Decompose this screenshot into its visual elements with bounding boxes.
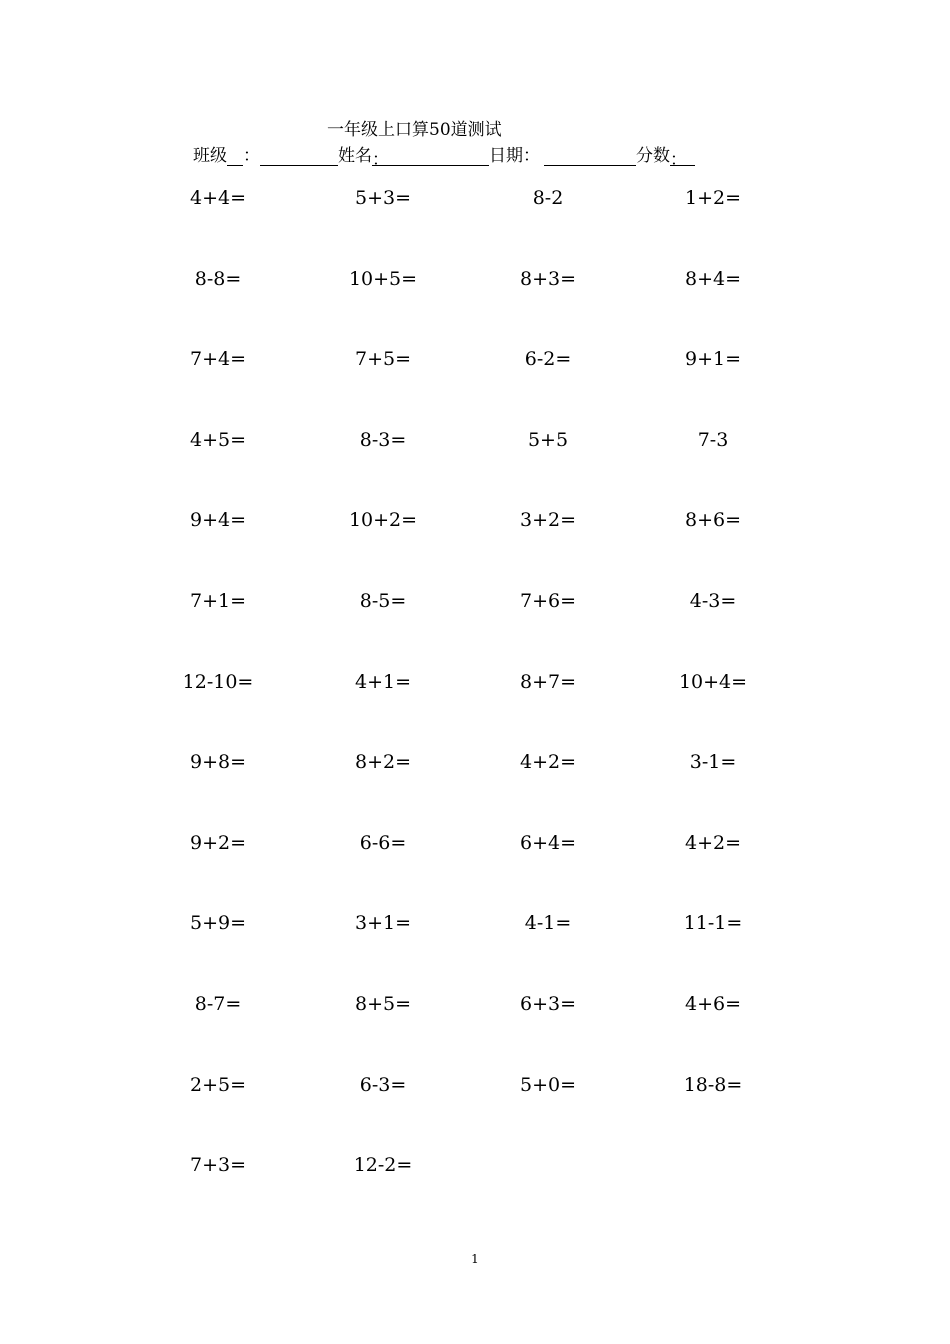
problem-item: 6-6=: [359, 831, 407, 854]
problem-item: 8+3=: [519, 267, 577, 290]
problem-item: 7+4=: [189, 348, 247, 371]
problem-item: 8+6=: [684, 509, 742, 532]
problem-item: 7+6=: [519, 590, 577, 612]
problem-item: 9+2=: [189, 831, 247, 854]
problem-item: 8+5=: [354, 993, 412, 1015]
problem-item: 4-1=: [524, 912, 572, 935]
problem-item: 9+1=: [684, 348, 742, 371]
problem-item: 8-8=: [194, 267, 242, 290]
score-label: 分数: [636, 146, 670, 166]
problem-item: 12-2=: [353, 1154, 413, 1177]
problem-item: 8+7=: [519, 670, 577, 693]
problem-item: 5+5: [527, 428, 569, 451]
problem-item: 9+4=: [189, 509, 247, 532]
problem-item: 4+5=: [189, 428, 247, 451]
problem-item: 8-5=: [359, 590, 407, 612]
problem-item: 8-2: [532, 187, 564, 209]
problem-item: 3-1=: [689, 751, 737, 774]
problem-item: 8-7=: [194, 993, 242, 1015]
problem-item: 10+5=: [348, 267, 418, 290]
problem-item: 9+8=: [189, 751, 247, 774]
page-title: 一年级上口算50道测试: [327, 120, 502, 140]
page-number: 1: [471, 1252, 479, 1266]
problem-item: 7+1=: [189, 590, 247, 612]
problem-item: 10+2=: [348, 509, 418, 532]
problem-item: 3+1=: [354, 912, 412, 935]
problem-item: 4+4=: [189, 187, 247, 209]
problem-item: 4+2=: [684, 831, 742, 854]
problem-item: 4-3=: [689, 590, 737, 612]
problem-item: 4+6=: [684, 993, 742, 1015]
problem-item: 4+2=: [519, 751, 577, 774]
problem-item: 5+0=: [519, 1073, 577, 1096]
problem-item: 6-2=: [524, 348, 572, 371]
problem-item: 6+4=: [519, 831, 577, 854]
class-label: 班级: [193, 146, 227, 166]
date-label: 日期：: [489, 146, 540, 166]
problem-item: 10+4=: [678, 670, 748, 693]
problem-item: 18-8=: [683, 1073, 743, 1096]
problem-item: 11-1=: [683, 912, 743, 935]
problem-item: 2+5=: [189, 1073, 247, 1096]
problem-item: 5+3=: [354, 187, 412, 209]
problem-item: 7-3: [697, 428, 729, 451]
problem-item: 6-3=: [359, 1073, 407, 1096]
score-colon: ：: [670, 145, 687, 166]
problem-item: 8+4=: [684, 267, 742, 290]
problem-item: 1+2=: [684, 187, 742, 209]
problem-item: 7+5=: [354, 348, 412, 371]
problem-item: 6+3=: [519, 993, 577, 1015]
problem-item: 8-3=: [359, 428, 407, 451]
problem-item: 12-10=: [182, 670, 254, 693]
problem-item: 3+2=: [519, 509, 577, 532]
name-label: 姓名: [338, 146, 372, 166]
problem-item: 7+3=: [189, 1154, 247, 1177]
name-colon: ：: [372, 145, 389, 166]
class-colon: ：: [243, 146, 260, 166]
problem-item: 5+9=: [189, 912, 247, 935]
problem-item: 8+2=: [354, 751, 412, 774]
problem-item: 4+1=: [354, 670, 412, 693]
